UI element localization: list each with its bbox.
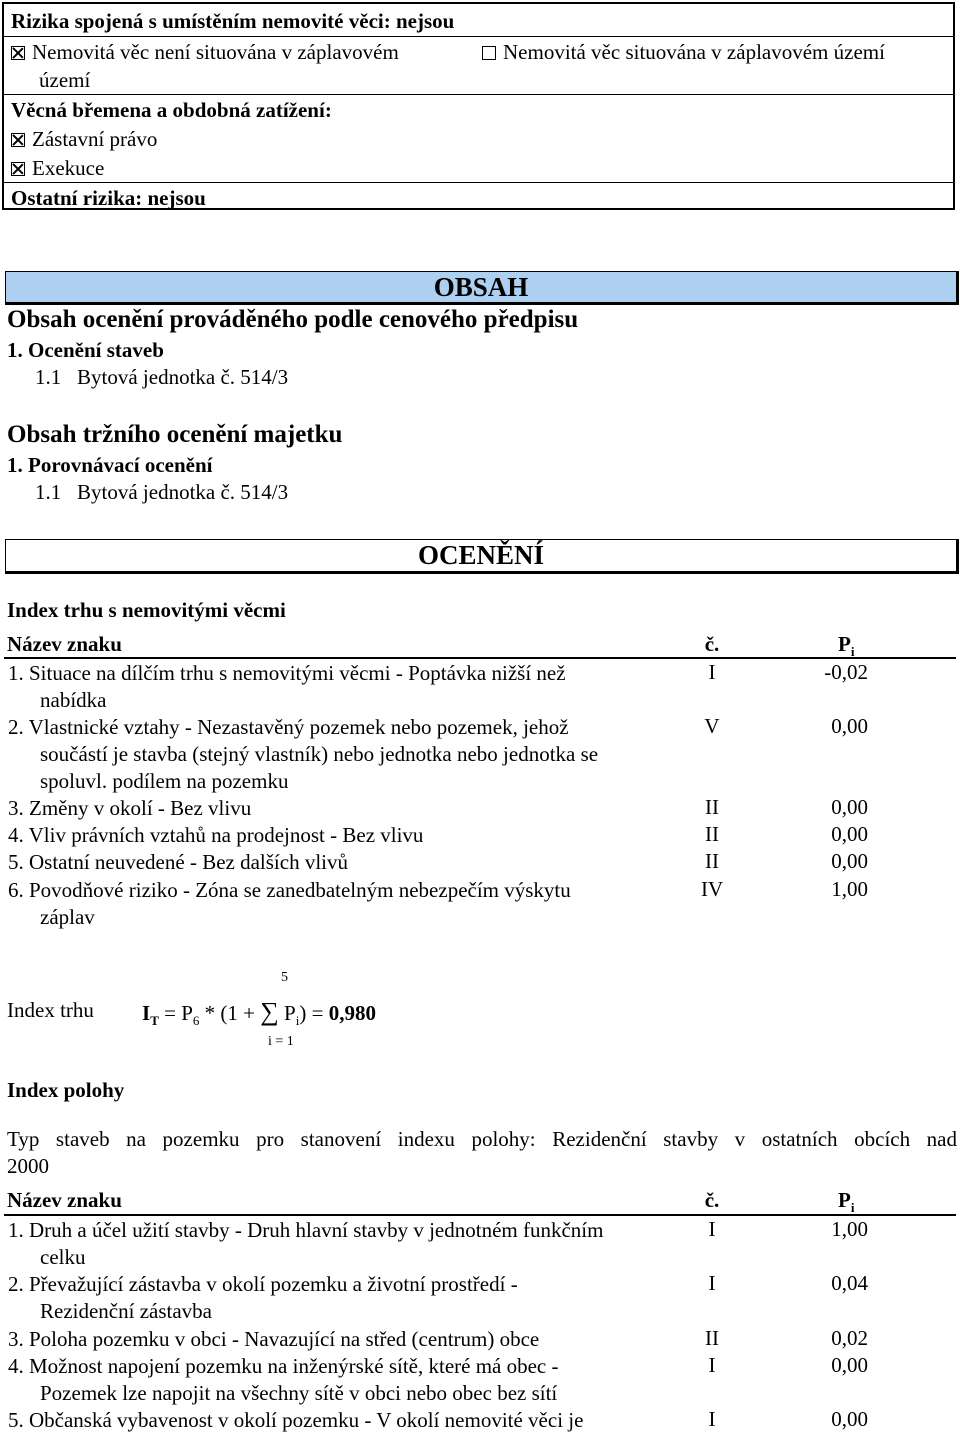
row-number: I: [708, 1407, 716, 1431]
table-row: 1. Druh a účel užití stavby - Druh hlavní stavby v jednotném funkčním celku: [8, 1218, 604, 1269]
checked-checkbox-icon[interactable]: [11, 133, 25, 147]
sum-symbol: ∑: [260, 997, 279, 1026]
position-col-name: Název znaku: [7, 1188, 122, 1212]
position-type-line2: 2000: [7, 1154, 49, 1178]
table-row: 5. Ostatní neuvedené - Bez dalších vlivů: [8, 850, 348, 874]
table-row: 4. Vliv právních vztahů na prodejnost - Bez vlivu: [8, 823, 424, 847]
encumbrance-row: [4, 94, 953, 182]
row-value: 0,00: [831, 1407, 868, 1431]
market-col-name: Název znaku: [7, 632, 122, 656]
other-risks-text: Ostatní rizika: nejsou: [11, 186, 206, 210]
risk-table: [2, 2, 955, 210]
row-value: 0,04: [831, 1271, 868, 1295]
position-index-title: Index polohy: [7, 1078, 125, 1102]
market-index-title: Index trhu s nemovitými věcmi: [7, 598, 286, 622]
row-value: 0,00: [831, 714, 868, 738]
table-row: 1. Situace na dílčím trhu s nemovitými věcmi - Poptávka nižší než nabídka: [8, 661, 566, 712]
table-row: 6. Povodňové riziko - Zóna se zanedbatelným nebezpečím výskytu záplav: [8, 878, 571, 929]
position-header-rule: [4, 1214, 956, 1216]
flood-options-row: [4, 36, 953, 94]
contents-section1-sub: 1. Ocenění staveb: [7, 338, 164, 362]
flood-option-1[interactable]: Nemovitá věc není situována v záplavovém: [11, 40, 399, 65]
contents-section2-title: Obsah tržního ocenění majetku: [7, 421, 343, 448]
market-index-result: 0,980: [328, 1001, 376, 1025]
sum-lower-bound: i = 1: [268, 1034, 294, 1049]
table-row: 5. Občanská vybavenost v okolí pozemku - V okolí nemovité věci je: [8, 1408, 584, 1432]
market-header-rule: [4, 657, 956, 659]
row-number: I: [708, 1217, 716, 1241]
position-col-no: č.: [704, 1188, 720, 1212]
row-value: 0,00: [831, 1353, 868, 1377]
contents-section2-sub: 1. Porovnávací ocenění: [7, 453, 213, 477]
market-col-p: $P_i$: [838, 632, 855, 660]
row-number: I: [708, 1271, 716, 1295]
valuation-title: OCENĚNÍ: [417, 540, 545, 570]
row-number: II: [705, 849, 719, 873]
row-number: II: [705, 795, 719, 819]
row-number: II: [705, 1326, 719, 1350]
encumbrance-item-execution[interactable]: Exekuce: [11, 156, 104, 181]
valuation-banner: [5, 539, 959, 574]
row-value: 0,00: [831, 849, 868, 873]
row-value: 1,00: [831, 877, 868, 901]
flood-option-1-continued: území: [39, 68, 91, 92]
table-row: 3. Poloha pozemku v obci - Navazující na střed (centrum) obce: [8, 1327, 540, 1351]
contents-section1-title: Obsah ocenění prováděného podle cenového předpisu: [7, 306, 579, 333]
location-risk-header: Rizika spojená s umístěním nemovité věci: nejsou: [11, 9, 455, 33]
row-value: 0,00: [831, 822, 868, 846]
row-number: I: [708, 660, 716, 684]
row-number: II: [705, 822, 719, 846]
row-value: -0,02: [824, 660, 868, 684]
checked-checkbox-icon[interactable]: [11, 162, 25, 176]
table-row: 2. Převažující zástavba v okolí pozemku a životní prostředí - Rezidenční zástavba: [8, 1272, 518, 1323]
position-col-p: $P_i$: [838, 1188, 855, 1216]
contents-title: OBSAH: [433, 272, 529, 302]
row-number: V: [704, 714, 720, 738]
checked-checkbox-icon[interactable]: [11, 46, 25, 60]
table-row: 3. Změny v okolí - Bez vlivu: [8, 796, 252, 820]
encumbrance-header: Věcná břemena a obdobná zatížení:: [11, 98, 332, 122]
table-row: 4. Možnost napojení pozemku na inženýrské sítě, které má obec - Pozemek lze napojit na všechny sítě v obci nebo obec bez sítí: [8, 1354, 559, 1405]
market-index-label: Index trhu: [7, 998, 94, 1022]
contents-banner: [5, 271, 959, 305]
row-value: 1,00: [831, 1217, 868, 1241]
contents-section2-item[interactable]: 1.1 Bytová jednotka č. 514/3: [35, 480, 289, 504]
position-type-line1: Typ staveb na pozemku pro stanovení indexu polohy: Rezidenční stavby v ostatních obcích nad: [7, 1127, 957, 1151]
other-risks-row: [4, 182, 953, 208]
market-index-formula: $I_T = P_6 * (1$ + ∑ $P_i) = 0,980$: [142, 997, 376, 1029]
unchecked-checkbox-icon[interactable]: [482, 46, 496, 60]
row-number: I: [708, 1353, 716, 1377]
market-col-no: č.: [704, 632, 720, 656]
row-number: IV: [701, 877, 724, 901]
encumbrance-item-pledge[interactable]: Zástavní právo: [11, 127, 157, 152]
row-value: 0,00: [831, 795, 868, 819]
table-row: 2. Vlastnické vztahy - Nezastavěný pozemek nebo pozemek, jehož součástí je stavba (stejný vlastník) nebo jednotka nebo jednotka se spoluvl. podílem na pozemku: [8, 715, 599, 793]
row-value: 0,02: [831, 1326, 868, 1350]
sum-upper-bound: 5: [281, 970, 288, 985]
flood-option-2[interactable]: Nemovitá věc situována v záplavovém území: [482, 40, 885, 65]
contents-section1-item[interactable]: 1.1 Bytová jednotka č. 514/3: [35, 365, 289, 389]
